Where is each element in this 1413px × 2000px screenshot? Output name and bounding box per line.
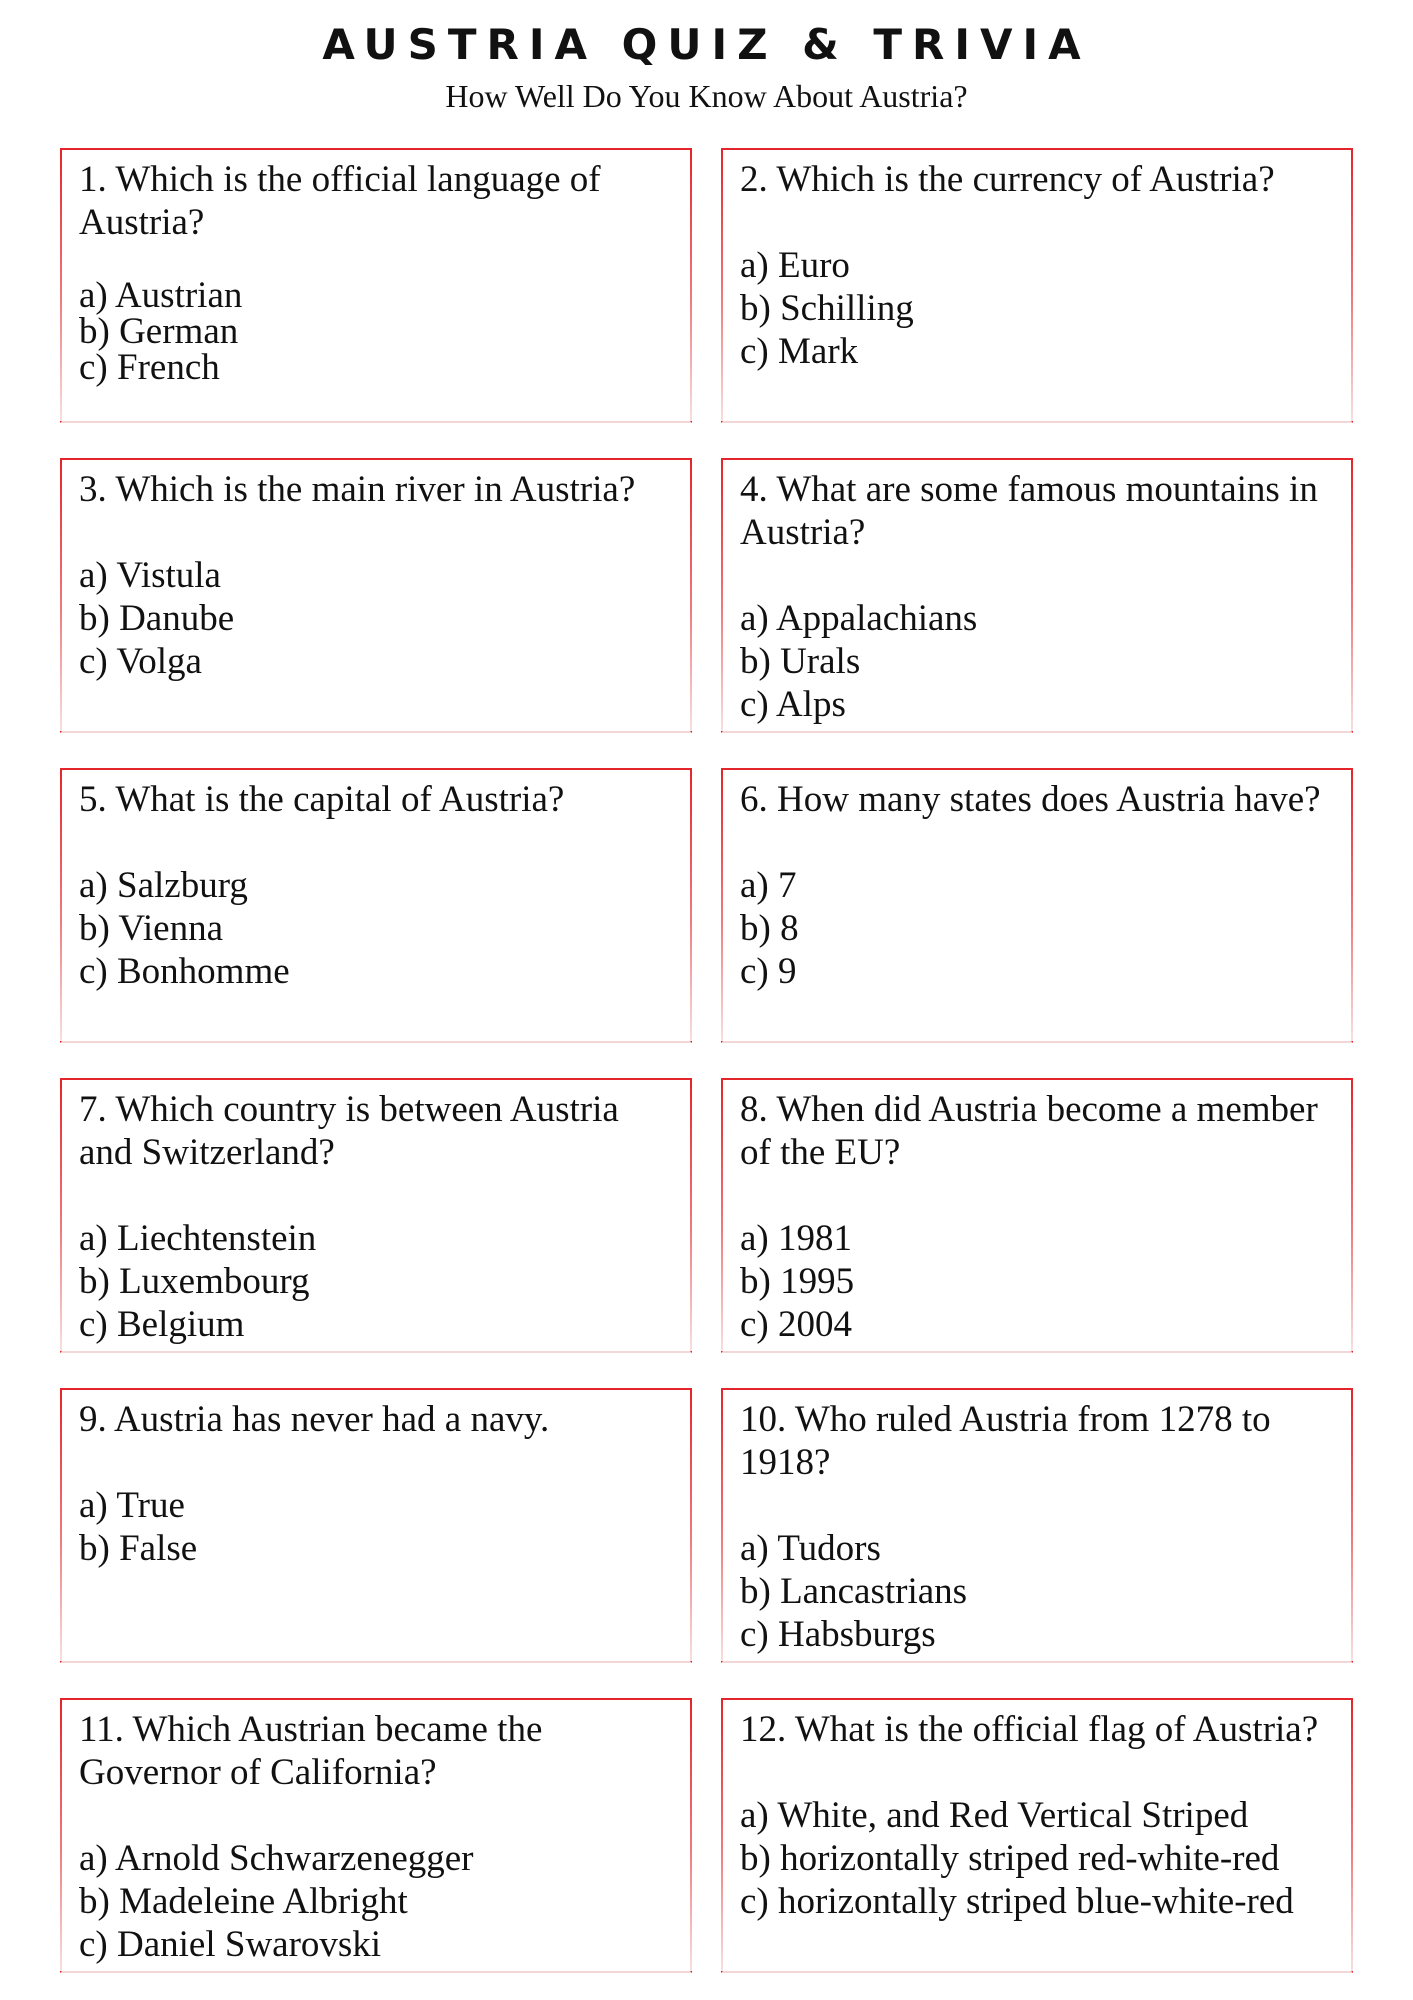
question-card-7 bbox=[60, 1078, 692, 1353]
answer-options bbox=[740, 864, 1337, 993]
answer-option-b: b) Madeleine Albright bbox=[79, 1881, 408, 1922]
question-card-2 bbox=[721, 148, 1353, 423]
answer-option-c: c) Mark bbox=[740, 331, 859, 372]
answer-options bbox=[79, 1217, 676, 1346]
answer-option-c: c) Volga bbox=[79, 641, 202, 682]
answer-option-a: a) Austrian bbox=[79, 275, 243, 316]
question-text: 11. Which Austrian became the Governor of California? bbox=[79, 1709, 543, 1793]
answer-option-b: b) Lancastrians bbox=[740, 1571, 968, 1612]
answer-option-a: a) Euro bbox=[740, 245, 850, 286]
answer-option-a: a) Appalachians bbox=[740, 598, 978, 639]
answer-option-a: a) Salzburg bbox=[79, 865, 248, 906]
answer-option-c: c) Bonhomme bbox=[79, 951, 290, 992]
answer-options bbox=[79, 864, 676, 993]
answer-option-a: a) Vistula bbox=[79, 555, 221, 596]
question-card-12 bbox=[721, 1698, 1353, 1973]
question-text: 9. Austria has never had a navy. bbox=[79, 1399, 550, 1440]
question-text: 6. How many states does Austria have? bbox=[740, 779, 1321, 820]
answer-option-c: c) 2004 bbox=[740, 1304, 852, 1345]
question-text: 1. Which is the official language of Austria? bbox=[79, 159, 601, 243]
answer-option-a: a) Tudors bbox=[740, 1528, 881, 1569]
answer-option-b: b) Schilling bbox=[740, 288, 914, 329]
question-text: 4. What are some famous mountains in Austria? bbox=[740, 469, 1318, 553]
answer-option-b: b) Urals bbox=[740, 641, 861, 682]
answer-option-b: b) 8 bbox=[740, 908, 799, 949]
question-card-8 bbox=[721, 1078, 1353, 1353]
answer-option-b: b) horizontally striped red-white-red bbox=[740, 1838, 1280, 1879]
question-card-10 bbox=[721, 1388, 1353, 1663]
answer-options bbox=[79, 1484, 676, 1570]
page-title: AUSTRIA QUIZ & TRIVIA bbox=[322, 20, 1091, 69]
answer-option-b: b) Vienna bbox=[79, 908, 224, 949]
answer-option-a: a) White, and Red Vertical Striped bbox=[740, 1795, 1249, 1836]
question-card-1 bbox=[60, 148, 692, 423]
question-text: 12. What is the official flag of Austria? bbox=[740, 1709, 1319, 1750]
answer-options bbox=[740, 1527, 1337, 1656]
answer-option-a: a) Arnold Schwarzenegger bbox=[79, 1838, 474, 1879]
answer-options bbox=[79, 1837, 676, 1966]
answer-options bbox=[740, 597, 1337, 726]
question-card-4 bbox=[721, 458, 1353, 733]
question-text: 5. What is the capital of Austria? bbox=[79, 779, 565, 820]
question-text: 2. Which is the currency of Austria? bbox=[740, 159, 1275, 200]
answer-option-c: c) French bbox=[79, 347, 220, 388]
question-text: 7. Which country is between Austria and Switzerland? bbox=[79, 1089, 619, 1173]
answer-options bbox=[740, 244, 1337, 373]
answer-option-c: c) Belgium bbox=[79, 1304, 245, 1345]
question-card-9 bbox=[60, 1388, 692, 1663]
answer-option-b: b) Luxembourg bbox=[79, 1261, 310, 1302]
question-card-11 bbox=[60, 1698, 692, 1973]
question-card-5 bbox=[60, 768, 692, 1043]
answer-option-a: a) 7 bbox=[740, 865, 797, 906]
answer-option-c: c) Alps bbox=[740, 684, 846, 725]
answer-option-c: c) Habsburgs bbox=[740, 1614, 936, 1655]
answer-option-a: a) True bbox=[79, 1485, 185, 1526]
question-card-3 bbox=[60, 458, 692, 733]
question-text: 10. Who ruled Austria from 1278 to 1918? bbox=[740, 1399, 1271, 1483]
question-card-6 bbox=[721, 768, 1353, 1043]
answer-options bbox=[740, 1217, 1337, 1346]
quiz-grid bbox=[60, 148, 1353, 1973]
answer-option-b: b) 1995 bbox=[740, 1261, 855, 1302]
answer-options bbox=[79, 275, 676, 388]
answer-option-b: b) Danube bbox=[79, 598, 235, 639]
answer-options bbox=[79, 554, 676, 683]
answer-option-a: a) 1981 bbox=[740, 1218, 852, 1259]
answer-option-b: b) German bbox=[79, 311, 239, 352]
answer-option-c: c) Daniel Swarovski bbox=[79, 1924, 382, 1965]
answer-option-c: c) horizontally striped blue-white-red bbox=[740, 1881, 1294, 1922]
answer-option-b: b) False bbox=[79, 1528, 198, 1569]
answer-options bbox=[740, 1794, 1337, 1923]
answer-option-a: a) Liechtenstein bbox=[79, 1218, 317, 1259]
question-text: 3. Which is the main river in Austria? bbox=[79, 469, 636, 510]
page-subtitle: How Well Do You Know About Austria? bbox=[445, 78, 968, 114]
question-text: 8. When did Austria become a member of the EU? bbox=[740, 1089, 1318, 1173]
answer-option-c: c) 9 bbox=[740, 951, 797, 992]
